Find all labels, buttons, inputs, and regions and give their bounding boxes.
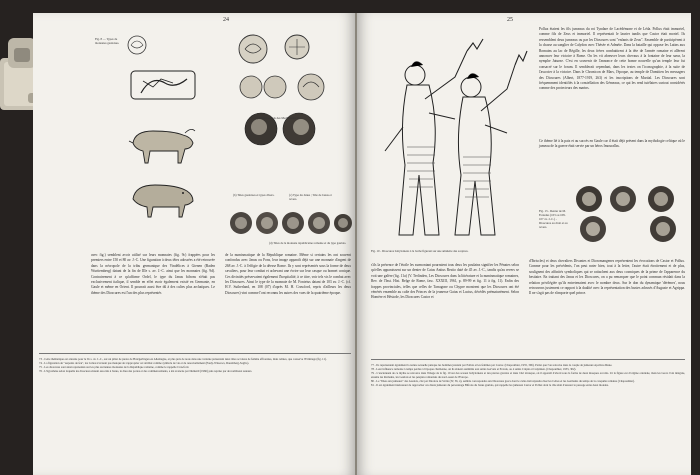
right-body-col1: s'ils la présence de l'étoile les surmontant pourraient tous deux les poulains signifier les Pénates selon qu'elles apparaissent sur un denier de Caius Antius Restio daté de 45 av. J.-C., tandis qu'au revers se voit une galère (fig. 11a) (V. Terlinden, Les Dioscures dans la littérature et la numismatique romaines, Rev. de l'Inst. Hist. Belge de Rome, fasc. XXXIII, 1961, p. 89-99 et fig. 11 à fig. 11). Enfin des frappes provinciales, telles que celles de Tarragone ou Chypre montrent que les Dioscures ont été vénérés ensemble au culte des Princes de la jeunesse Gaius et Lucius, décédés prématurément. Selon Homère et Hésiode, les Dioscures Castor et [371, 263, 519, 300]
fig13-coin-photos [571, 183, 685, 245]
right-second-paragraph: Ce thème lié à la paix et au succès en Gaule car il était déjà présent dans la mythologie celtique où le jumeau de la guerre était servie par un héros Imourallas. [539, 139, 685, 149]
left-footnotes [39, 357, 351, 373]
right-footnotes [371, 363, 685, 388]
fig10-caption-right: Fig. 10 - Dioscures babyloniens à la barbe figurant sur une amulette des sceptres. [371, 249, 469, 253]
right-page-number: 25 [507, 17, 513, 23]
footnote: 73 - Cette thématique est attestée pour le Ve s. av. J.-C., sur un pilier de pierre de Holzgerlingen en Allemagne, et plus près de nous dans une variante présentant deux têtes accolées de femme affrontées, mais reliées, que conserve l'Ermitage (fig. 11). [39, 357, 327, 361]
right-page [357, 13, 691, 475]
fig9-caption: (a) Janus Gaulois des Mediomatrices. [255, 116, 301, 120]
footnote-rule [39, 353, 351, 354]
footnote: 80 - Le "Dieu aux jumeaux" des Gaulois, cité par Diodore de Sicile (IV, 56, 4), semble correspondre aux Dioscures grecs dont le culte était répandu chez les Celtes et les Germains du temps de la conquête romaine (Chapouthier). [371, 379, 635, 384]
footnote: 78 - Leur influence remonte à temps perdus à l'époque chrétienne, où ils étaient assimilés aux saints Gervais et Protais, ou à saints Crépin et Crépinien. (Chapouthier, 1935, 302). [371, 367, 577, 372]
footnote: 76 - L'hypothèse selon laquelle les dioscures étaient associés à Janus, le dieu des portes et des commencements, a été avancée par Dumézil (1966) puis reprise par de nombreux auteurs. [39, 369, 253, 374]
fig12-caption: (d) Têtes de la monnaie républicaine romaine et du type gaulois. [269, 241, 347, 245]
open-book [33, 13, 691, 475]
right-body-col2: d'Ibriscles) et deux chevaliers Divantes et Dioromangenes représentent les évocations de Castor et Pollux. Comme pour les précédents, l'on peut noter bien, tout à la lettre, l'autre était étroitement et de plus, soulignent des affinités symboliques qui se rattachent aux deux cosmiques de la prime de l'apparence du bestiaire. En traitant des Janus et les Dioscures, on a pu remarquer que le point commun résidait dans la relation privilégiée qu'ils entretenaient avec le nombre deux. Sur le don du dynamique 'dérèmes', nous retrouvons justement ce rapport à la dualité avec la représentation des bustes adossés d'Auguste et Agrippa. Il ne s'agit pas de n'importe quel prince. [529, 259, 685, 296]
left-body-col2: de la numismatique de la République romaine. Même si certains les ont souvent confondus avec Janus ou Fons, leur image apparaît déjà sur une monnaie d'argent de 268 av. J.-C. à l'effigie de la déesse Rome. Ils y sont représentés sous la forme de deux cavaliers, pour leur combat et achevant une écrire sur leur casque ou bonnet conique. Ces divinités préservaient également l'hospitalité, à ce titre, voir tels vis le combat avec les Dioscures. Ainsi le type de la monnaie de M. Fonteius datant de 103 av. J.-C. (cf. H.V. Sutherland, en 108 (07) d'après M. H. Crawford, repris d'ailleurs les deux Dioscures) vint comme l'ont reconnu les autres des vues de la quatrième époque. [225, 253, 351, 295]
fig8-caption: Fig. 8 — Types de monnaies gauloises. [95, 37, 120, 45]
fig10-caption: (b) Têtes gauloises et types divers. [233, 193, 275, 197]
left-body-col1: avec fig.) semblent avoir utilisé sur leurs monnaies (fig. 9c) frappées pour les premiers entre 150 et 80 av. J.-C. Une figuration à deux têtes adossées a été retrouvée dans la nécropole de la tribu germanique des Vindélices à Gienen (Baden Wurttemberg) datant de la fin de IIIe s. av. J.-C. ainsi que les monnaies (fig. 9d). Contrairement à ce qu'affirme Ordel, le type du Janus bifrons n'était pas exclusivement italique, il semble en effet avoir également existé en Germanie, en Gaule et même en Orient. Il pourrait aussi être dû à des cultes plus archaïques. Le thème des Dioscures est l'un des plus représentés [91, 253, 215, 295]
fig8-coin-drawings [123, 31, 219, 241]
footnote-rule-right [371, 359, 685, 360]
footnote: 81 - Il est également intéressant de rapprocher ces dieux jumeaux du personnage Bifrons du Janus gaulois, qui rappelle les jumeaux Castor et Pollux dont le rôle était d'assurer le passage entre deux mondes. [371, 383, 609, 388]
footnote: 75 - Les dioscures sont ainsi représentés sur les plus anciennes monnaies de la République romaine, comme le rappelle Crawford. [39, 365, 190, 370]
fig13-caption: Fig. 13 - Denier de M. Fonteius (103 ou 108-107 av. J.-C.) - Dioscures au droit et au revers. [539, 209, 568, 229]
fig10-twin-figures-drawing [367, 27, 527, 249]
footnote: 77 - Ils représentent également la nature sexuelle puisque les hommes juraient par Pollux et les femmes par Castor. (Chapouthier, 1935, 306). Parler que l'on retrouve dans le couple de jumeaux Apollon-Diane. [371, 363, 613, 367]
fig9-janus-coins [231, 31, 349, 151]
footnote: 74 - La figuration de "serpents de feu", les Celtes n'avaient pas manqué de s'approprier cet attribut comme symbole de vie et de renouvellement (Pauly-Wissowa, Daremberg-Saglio). [39, 361, 250, 366]
fig12-coin-row [229, 208, 353, 238]
left-page-number: 24 [223, 17, 229, 23]
book-spine [355, 13, 357, 475]
left-page [33, 13, 355, 475]
footnote: 79 - L'ancienneté de ce mythe se retrouve dans l'image de la fig. 10 sur des sceaux babyloniens et des pierres gravées et dans l'Art étrusque, où il apparaît d'abord sous la forme de deux masques accolés. Ici la figure est d'origine orientale, mais les Grecs l'ont intégrée, ensuite les Romains, les Gaulois et les peuples romanisés du nord-ouest de l'Europe. [371, 371, 685, 380]
fig11-caption: (c) Type du Janus ; Tête de Janus et revers. [289, 193, 332, 201]
right-top-paragraph: Pollux étaient les fils jumeaux du roi Tyndare de Lacédémone et de Léda. Pollux était immortel, comme fils de Zeus et immortel. Il représentait le laurier tandis que Castor était mortel. Ils ressemblent deux jumeaux ou par les Dioscures sont "enfants de Zeus". Ensemble de participèrent à la chasse au sanglier de Calydon avec Thésée et Admète. Dans la bataille qui oppose les Latins aux Romains au lac de Régille, les deux frères combattirent à la tête de l'armée romaine et allèrent annoncer leur victoire à Rome. On les vit abreuver leurs chevaux à la fontaine de leur sœur, la nymphe Juturne. C'est en souvenir de l'annonce de cette bonne nouvelle qu'un temple leur fut consacré sur le forum. Il semblerait cependant, dans les textes on l'iconographie, à la suite de l'associer à la victoire. Dans le Chronicon de Mars, l'époque, au temple de Domitien les messagers des Dioscures (Albert, 1877-1919, 263) et les inscriptions de Martial. Les Dioscures sont fréquemment identifiés à la constellation des Gémeaux, ce qui les rend tutélaires surtout considérés comme des protecteurs des marins. [539, 27, 685, 91]
